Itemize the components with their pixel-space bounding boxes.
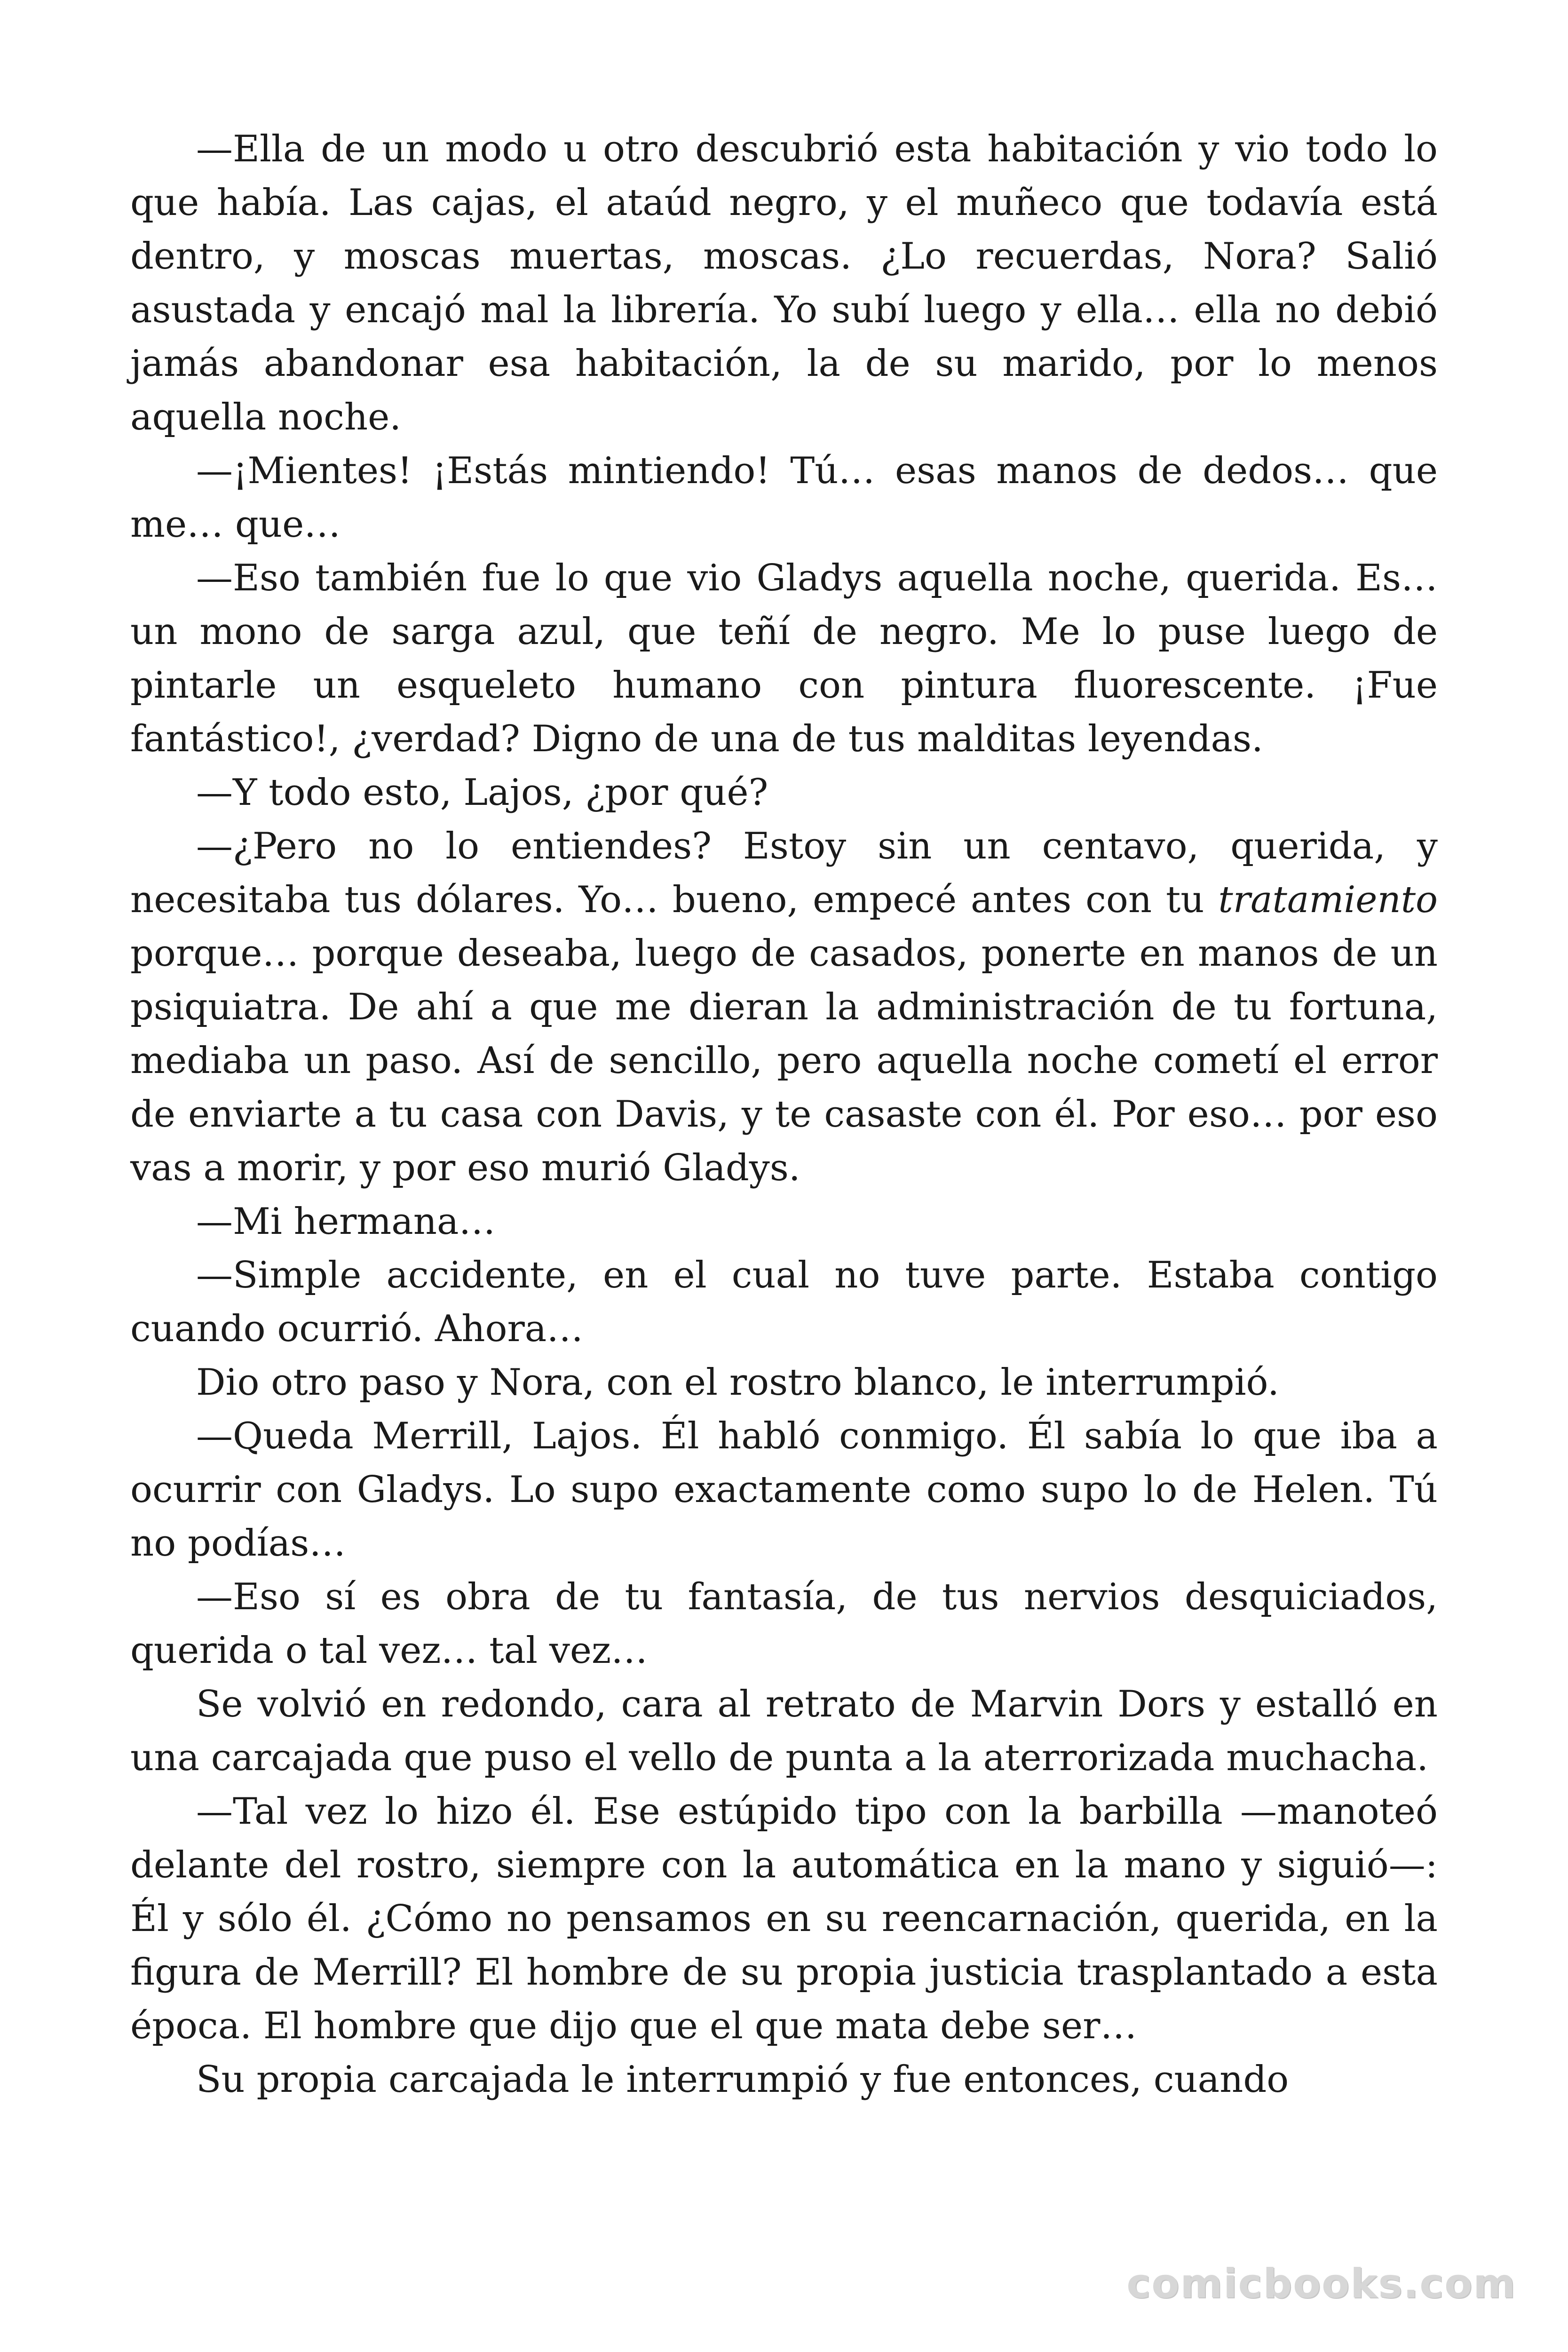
paragraph — [130, 819, 1438, 1195]
paragraph: —Eso también fue lo que vio Gladys aquella noche, querida. Es… un mono de sarga azul, que teñí de negro. Me lo puse luego de pintarle un esqueleto humano con pintura fluorescente. ¡Fue fantástico!, ¿verdad? Digno de una de tus malditas leyendas. — [130, 557, 1438, 760]
paragraph-text: —¿Pero no lo entiendes? Estoy sin un centavo, querida, y necesitaba tus dólares. Yo… bueno, empecé antes con tu — [130, 825, 1438, 921]
paragraph: —Ella de un modo u otro descubrió esta habitación y vio todo lo que había. Las cajas, el ataúd negro, y el muñeco que todavía está dentro, y moscas muertas, moscas. ¿Lo recuerdas, Nora? Salió asustada y encajó mal la librería. Yo subí luego y ella… ella no debió jamás abandonar esa habitación, la de su marido, por lo menos aquella noche. — [130, 128, 1438, 438]
page-body — [130, 122, 1438, 2106]
watermark-logo: comicbooks.com — [1126, 2260, 1516, 2307]
paragraph-text: porque… porque deseaba, luego de casados, ponerte en manos de un psiquiatra. De ahí a que me dieran la administración de tu fortuna, mediaba un paso. Así de sencillo, pero aquella noche cometí el error de enviarte a tu casa con Davis, y te casaste con él. Por eso… por eso vas a morir, y por eso murió Gladys. — [130, 932, 1438, 1189]
paragraph: —Mi hermana… — [196, 1200, 496, 1243]
paragraph: Dio otro paso y Nora, con el rostro blanco, le interrumpió. — [196, 1361, 1279, 1404]
paragraph: —Y todo esto, Lajos, ¿por qué? — [196, 771, 768, 814]
paragraph: —Queda Merrill, Lajos. Él habló conmigo. Él sabía lo que iba a ocurrir con Gladys. Lo supo exactamente como supo lo de Helen. Tú no podías… — [130, 1415, 1438, 1565]
paragraph: —Simple accidente, en el cual no tuve parte. Estaba contigo cuando ocurrió. Ahora… — [130, 1254, 1438, 1350]
paragraph: —Tal vez lo hizo él. Ese estúpido tipo con la barbilla —manoteó delante del rostro, siempre con la automática en la mano y siguió—: Él y sólo él. ¿Cómo no pensamos en su reencarnación, querida, en la figura de Merrill? El hombre de su propia justicia trasplantado a esta época. El hombre que dijo que el que mata debe ser… — [130, 1790, 1438, 2047]
paragraph: —¡Mientes! ¡Estás mintiendo! Tú… esas manos de dedos… que me… que… — [130, 450, 1438, 546]
paragraph: —Eso sí es obra de tu fantasía, de tus nervios desquiciados, querida o tal vez… tal vez… — [130, 1576, 1438, 1672]
paragraph: Su propia carcajada le interrumpió y fue entonces, cuando — [196, 2058, 1289, 2101]
italic-word: tratamiento — [1218, 879, 1438, 921]
paragraph: Se volvió en redondo, cara al retrato de Marvin Dors y estalló en una carcajada que puso el vello de punta a la aterrorizada muchacha. — [130, 1683, 1438, 1779]
